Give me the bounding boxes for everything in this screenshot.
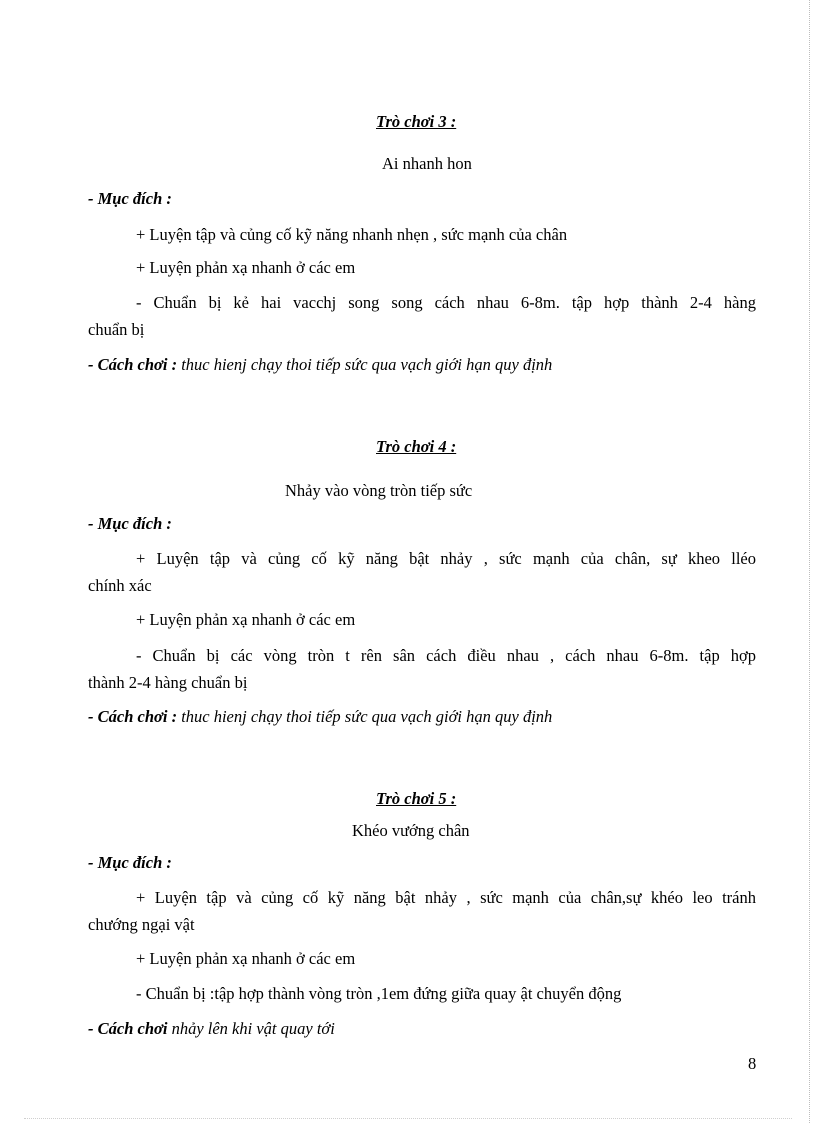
game-4-item-1-line-2: chính xác	[88, 576, 152, 595]
game-5-item-1-line-2: chướng ngại vật	[88, 915, 195, 934]
game-5-purpose-label: - Mục đích :	[88, 853, 172, 872]
game-5-item-2: + Luyện phản xạ nhanh ở các em	[136, 949, 356, 968]
game-4-title: Trò chơi 4 :	[376, 437, 457, 456]
game-4-how-to-play	[88, 707, 552, 727]
game-3-title: Trò chơi 3 :	[376, 112, 457, 131]
game-3-prep-line-1: - Chuẩn bị kẻ hai vacchj song song cách nhau 6-8m. tập hợp thành 2-4 hàng	[136, 293, 756, 312]
game-3-prep-line-2: chuẩn bị	[88, 320, 145, 339]
game-5-prep: - Chuẩn bị :tập hợp thành vòng tròn ,1em đứng giữa quay ật chuyển động	[136, 984, 622, 1003]
game-3-how-to-play	[88, 355, 552, 375]
game-5-item-1-line-1: + Luyện tập và củng cố kỹ năng bật nhảy , sức mạnh của chân,sự khéo leo tránh	[136, 888, 756, 907]
game-3-how-label: - Cách chơi :	[88, 355, 178, 374]
game-5-title: Trò chơi 5 :	[376, 789, 457, 808]
game-5-how-to-play	[88, 1019, 335, 1039]
game-5-name: Khéo vướng chân	[352, 821, 470, 840]
game-4-item-1-line-1: + Luyện tập và củng cố kỹ năng bật nhảy , sức mạnh của chân, sự kheo lléo	[136, 549, 756, 568]
game-3-name: Ai nhanh hon	[382, 154, 472, 173]
game-5-how-label: - Cách chơi	[88, 1019, 168, 1038]
game-3-item-2: + Luyện phản xạ nhanh ở các em	[136, 258, 356, 277]
game-4-name: Nhảy vào vòng tròn tiếp sức	[285, 481, 473, 500]
game-4-prep-line-1: - Chuẩn bị các vòng tròn t rên sân cách điều nhau , cách nhau 6-8m. tập hợp	[136, 646, 756, 665]
page-bottom-rule	[24, 1118, 792, 1119]
page-number: 8	[748, 1054, 757, 1073]
game-3-how-text: thuc hienj chạy thoi tiếp sức qua vạch giới hạn quy định	[177, 355, 553, 374]
game-3-item-1: + Luyện tập và củng cố kỹ năng nhanh nhẹn , sức mạnh của chân	[136, 225, 568, 244]
game-3-purpose-label: - Mục đích :	[88, 189, 172, 208]
page-edge-rule	[809, 0, 810, 1123]
game-4-purpose-label: - Mục đích :	[88, 514, 172, 533]
game-4-prep-line-2: thành 2-4 hàng chuẩn bị	[88, 673, 248, 692]
game-5-how-text: nhảy lên khi vật quay tới	[167, 1019, 335, 1038]
game-4-how-text: thuc hienj chạy thoi tiếp sức qua vạch giới hạn quy định	[177, 707, 553, 726]
game-4-item-2: + Luyện phản xạ nhanh ở các em	[136, 610, 356, 629]
game-4-how-label: - Cách chơi :	[88, 707, 178, 726]
